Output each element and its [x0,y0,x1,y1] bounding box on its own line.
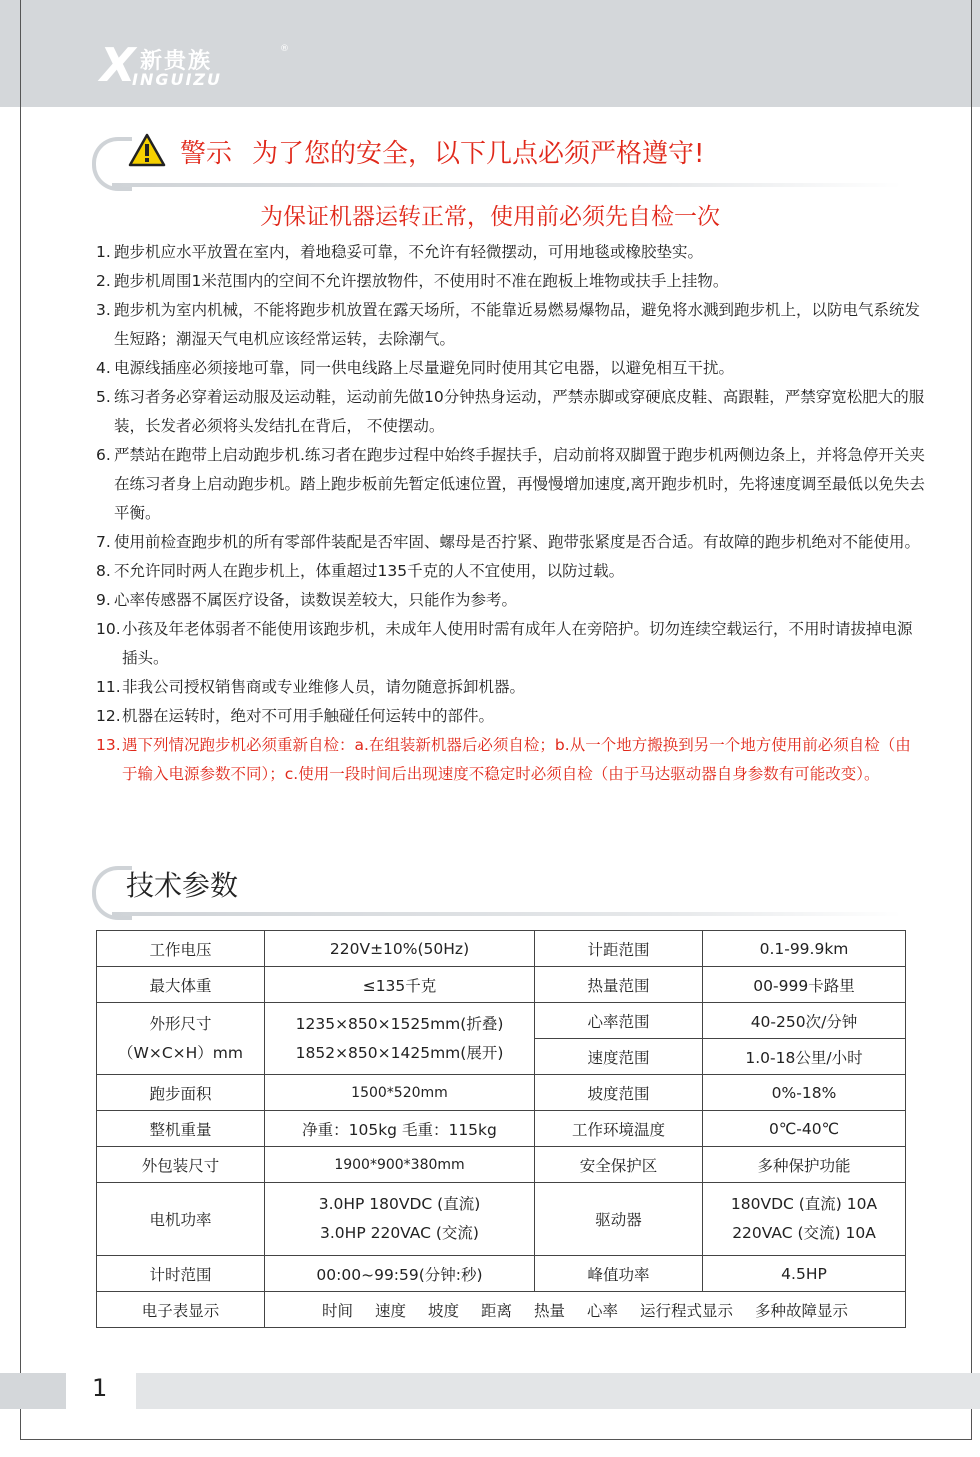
spec-title: 技术参数 [126,869,239,902]
list-item: 11. 非我公司授权销售商或专业维修人员，请勿随意拆卸机器。 [96,678,526,696]
list-item: 3. 跑步机为室内机械，不能将跑步机放置在露天场所，不能靠近易燃易爆物品，避免将水溅到跑步机上，以防电气系统发生短路；潮湿天气电机应该经常运转，去除潮气。 [96,301,921,348]
list-item: 10. 小孩及年老体弱者不能使用该跑步机，未成年人使用时需有成年人在旁陪护。切勿连续空载运行，不用时请拔掉电源插头。 [96,620,913,667]
table-cell-label: 外形尺寸 （W×C×H）mm [97,1003,265,1075]
table-cell-value: 00-999卡路里 [703,967,906,1003]
table-cell-value: 220V±10%(50Hz) [265,931,535,967]
logo-reg-mark: ® [280,44,289,54]
table-cell-value: 00:00~99:59(分钟:秒) [265,1256,535,1292]
list-item: 1. 跑步机应水平放置在室内，着地稳妥可靠，不允许有轻微摆动，可用地毯或橡胶垫实。 [96,243,704,261]
warning-triangle-icon [128,133,166,167]
table-cell-label: 热量范围 [535,967,703,1003]
list-item: 6. 严禁站在跑带上启动跑步机.练习者在跑步过程中始终手握扶手，启动前将双脚置于跑步机两侧边条上，并将急停开关夹在练习者身上启动跑步机。踏上跑步板前先暂定低速位置，再慢慢增加速度,离开跑步机时，先将速度调至最低以免失去平衡。 [96,446,925,522]
section-underline [112,183,902,187]
table-cell-label: 工作电压 [97,931,265,967]
table-cell-label: 跑步面积 [97,1075,265,1111]
table-cell-label: 心率范围 [535,1003,703,1039]
list-item-highlight: 13. 遇下列情况跑步机必须重新自检：a.在组装新机器后必须自检；b.从一个地方搬换到另一个地方使用前必须自检（由于输入电源参数不同）；c.使用一段时间后出现速度不稳定时必须自检（由于马达驱动器自身参数有可能改变）。 [96,736,911,783]
table-cell-value: 净重：105kg 毛重：115kg [265,1111,535,1147]
table-cell-label: 安全保护区 [535,1147,703,1183]
table-cell-label: 峰值功率 [535,1256,703,1292]
table-row [97,1111,906,1147]
section-underline [112,912,902,916]
table-cell-value: 1900*900*380mm [265,1147,535,1183]
table-row [97,1256,906,1292]
safety-rules-list [96,238,926,789]
list-item: 5. 练习者务必穿着运动服及运动鞋，运动前先做10分钟热身运动，严禁赤脚或穿硬底皮鞋、高跟鞋，严禁穿宽松肥大的服装，长发者必须将头发结扎在背后， 不使摆动。 [96,388,925,435]
warning-title [180,133,704,170]
table-cell-value: 1500*520mm [265,1075,535,1111]
warning-header [92,133,912,189]
logo-name-cn: 新贵族 [140,49,213,74]
table-cell-value: 时间 速度 坡度 距离 热量 心率 运行程式显示 多种故障显示 [265,1292,906,1328]
table-row [97,967,906,1003]
table-cell-label: 工作环境温度 [535,1111,703,1147]
table-cell-label: 坡度范围 [535,1075,703,1111]
table-cell-value: 40-250次/分钟 [703,1003,906,1039]
page-number: 1 [92,1374,108,1402]
list-item: 8. 不允许同时两人在跑步机上，体重超过135千克的人不宜使用，以防过载。 [96,562,625,580]
table-cell-value: 3.0HP 180VDC (直流) 3.0HP 220VAC (交流) [265,1183,535,1256]
warning-text: 为了您的安全，以下几点必须严格遵守! [252,139,705,169]
list-item: 12. 机器在运转时，绝对不可用手触碰任何运转中的部件。 [96,707,495,725]
logo-letter: X [100,38,134,92]
table-cell-label: 驱动器 [535,1183,703,1256]
table-row [97,1292,906,1328]
table-cell-value: 1.0-18公里/小时 [703,1039,906,1075]
table-cell-label: 计距范围 [535,931,703,967]
logo-name-en: INGUIZU [132,70,223,89]
table-cell-value: 0.1-99.9km [703,931,906,967]
warning-label: 警示 [180,139,233,169]
spec-header [92,862,912,918]
list-item: 2. 跑步机周围1米范围内的空间不允许摆放物件，不使用时不准在跑板上堆物或扶手上挂物。 [96,272,729,290]
table-cell-label: 速度范围 [535,1039,703,1075]
table-cell-label: 计时范围 [97,1256,265,1292]
spec-table [96,930,906,1328]
table-row [97,1003,906,1039]
table-cell-label: 整机重量 [97,1111,265,1147]
footer-band [136,1373,980,1409]
table-cell-value: 多种保护功能 [703,1147,906,1183]
table-row [97,931,906,967]
table-cell-value: 0%-18% [703,1075,906,1111]
table-cell-label: 外包装尺寸 [97,1147,265,1183]
table-cell-label: 电机功率 [97,1183,265,1256]
footer-band [0,1373,66,1409]
table-row [97,1075,906,1111]
table-cell-label: 最大体重 [97,967,265,1003]
table-row [97,1183,906,1256]
table-cell-value: 1235×850×1525mm(折叠) 1852×850×1425mm(展开) [265,1003,535,1075]
table-cell-value: 4.5HP [703,1256,906,1292]
table-cell-value: ≤135千克 [265,967,535,1003]
self-check-subtitle: 为保证机器运转正常，使用前必须先自检一次 [260,204,720,230]
table-row [97,1147,906,1183]
list-item: 9. 心率传感器不属医疗设备，读数误差较大，只能作为参考。 [96,591,518,609]
table-cell-value: 0℃-40℃ [703,1111,906,1147]
list-item: 7. 使用前检查跑步机的所有零部件装配是否牢固、螺母是否拧紧、跑带张紧度是否合适。有故障的跑步机绝对不能使用。 [96,533,921,551]
table-cell-value: 180VDC (直流) 10A 220VAC (交流) 10A [703,1183,906,1256]
list-item: 4. 电源线插座必须接地可靠，同一供电线路上尽量避免同时使用其它电器，以避免相互干扰。 [96,359,735,377]
table-cell-label: 电子表显示 [97,1292,265,1328]
